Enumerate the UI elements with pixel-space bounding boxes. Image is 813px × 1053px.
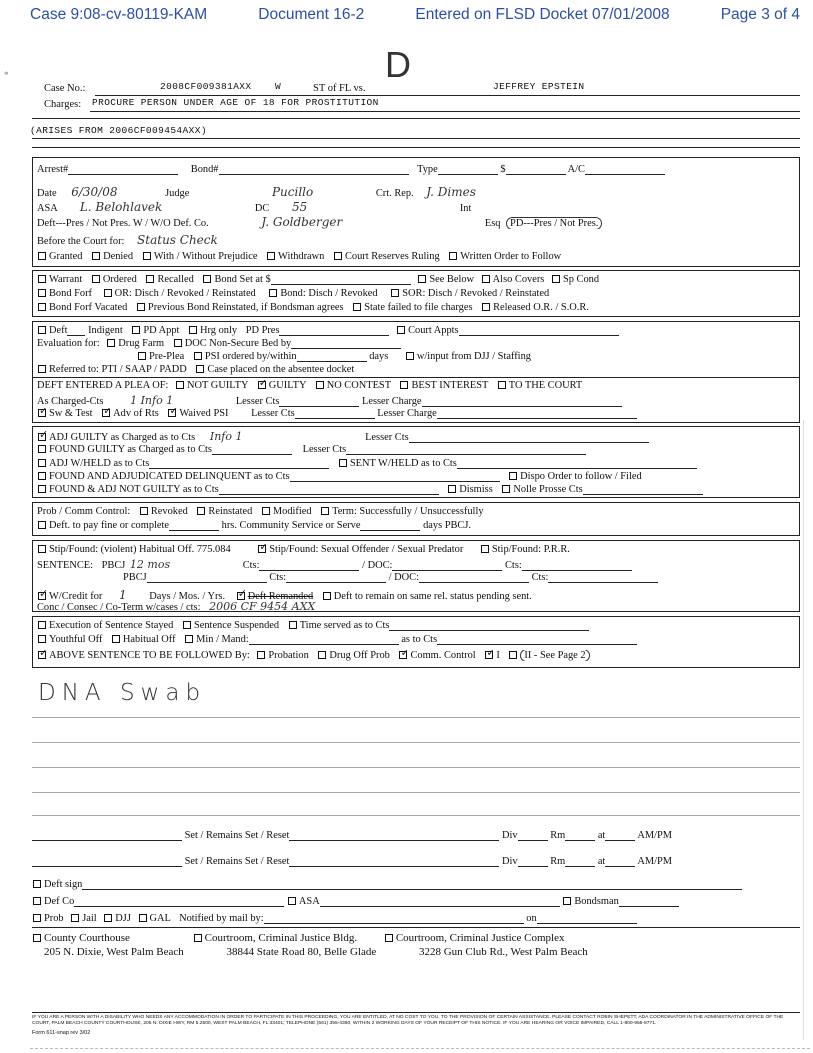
div-label-2: Div (501, 856, 518, 867)
w-input-option[interactable]: w/input from DJJ / Staffing (416, 351, 531, 362)
header-entered: Entered on FLSD Docket 07/01/2008 (415, 6, 670, 23)
at-label: at (597, 830, 606, 841)
not-guilty-option[interactable]: NOT GUILTY (187, 380, 249, 391)
state-failed-option[interactable]: State failed to file charges (364, 302, 473, 313)
courthouse1-option[interactable]: County Courthouse (44, 932, 130, 944)
ampm-label: AM/PM (637, 830, 672, 841)
probation-section (32, 502, 800, 536)
pd-appt-option[interactable]: PD Appt (143, 325, 180, 336)
adj-wheld-option[interactable]: ADJ W/HELD as to Cts (49, 458, 150, 469)
courthouse-row-2 (32, 946, 588, 958)
courthouse1-address: 205 N. Dixie, West Palm Beach (44, 946, 184, 958)
courthouse2-option[interactable]: Courtroom, Criminal Justice Bldg. (204, 932, 358, 944)
prob-comm-label: Prob / Comm Control: (37, 506, 131, 517)
cts-label-3: Cts: (269, 572, 287, 583)
courthouse2-address: 38844 State Road 80, Belle Glade (226, 946, 377, 958)
bond-label: Bond# (190, 164, 219, 175)
hearing-section (32, 157, 800, 267)
deft-pres-label: Deft---Pres / Not Pres. (37, 218, 131, 229)
evaluation-label: Evaluation for: (37, 338, 100, 349)
lesser-charge-label: Lesser Charge (362, 396, 422, 407)
comm-control-option[interactable]: Comm. Control (410, 650, 476, 661)
days-pbcj-label: days PBCJ. (423, 520, 471, 531)
dispo-order-option[interactable]: Dispo Order to follow / Filed (520, 471, 642, 482)
before-court-label: Before the Court for: (37, 236, 125, 247)
int-label: Int (459, 203, 472, 214)
case-placed-option[interactable]: Case placed on the absentee docket (207, 364, 355, 375)
min-mand-option[interactable]: Min / Mand: (196, 634, 249, 645)
defendant-name: JEFFREY EPSTEIN (493, 81, 585, 92)
lesser-cts-label: Lesser Cts (235, 396, 280, 407)
bondsman-copy-option[interactable]: Bondsman (574, 896, 619, 907)
bond-forf-option[interactable]: Bond Forf (49, 288, 93, 299)
plea-section (32, 321, 800, 423)
dc-label: DC (254, 203, 270, 214)
denied-option[interactable]: Denied (103, 251, 134, 262)
found-not-guilty-option[interactable]: FOUND & ADJ NOT GUILTY as to Cts (49, 484, 219, 495)
cts-label-4: Cts: (531, 572, 549, 583)
referred-option[interactable]: Referred to: PTI / SAAP / PADD (49, 364, 187, 375)
found-delinquent-option[interactable]: FOUND AND ADJUDICATED DELINQUENT as to Cts (49, 471, 290, 482)
state-vs-label: ST of FL vs. (313, 83, 366, 94)
warrant-option[interactable]: Warrant (49, 274, 83, 285)
handwritten-note: DNA Swab (38, 680, 207, 706)
bond-disch-option[interactable]: Bond: Disch / Revoked (280, 288, 378, 299)
adv-rts-option[interactable]: Adv of Rts (113, 408, 159, 419)
w-credit-option[interactable]: W/Credit for (49, 591, 103, 602)
written-order-option[interactable]: Written Order to Follow (460, 251, 562, 262)
revoked-option[interactable]: Revoked (150, 506, 188, 517)
copies-row (32, 896, 679, 907)
header-page: Page 3 of 4 (720, 6, 800, 23)
days-mos-yrs-label: Days / Mos. / Yrs. (149, 591, 226, 602)
margin-mark: * (4, 70, 9, 80)
cts-label: Cts: (242, 560, 260, 571)
rm-label-2: Rm (550, 856, 566, 867)
header-document: Document 16-2 (258, 6, 365, 23)
habitual-option[interactable]: Habitual Off (122, 634, 176, 645)
court-reserves-option[interactable]: Court Reserves Ruling (344, 251, 440, 262)
rm-label: Rm (550, 830, 566, 841)
judge-value: Pucillo (271, 185, 314, 199)
ac-label: A/C (567, 164, 585, 175)
charges-label: Charges: (44, 99, 82, 110)
best-interest-option[interactable]: BEST INTEREST (411, 380, 489, 391)
date-value: 6/30/08 (71, 185, 118, 199)
youthful-option[interactable]: Youthful Off (49, 634, 103, 645)
before-court-value: Status Check (137, 233, 218, 247)
at-label-2: at (597, 856, 606, 867)
cts-label-2: Cts: (505, 560, 522, 571)
def-co-copy-option[interactable]: Def Co (44, 896, 75, 907)
as-charged-value: 1 Info 1 (130, 394, 174, 407)
gal-copy-option[interactable]: GAL (149, 913, 171, 924)
courthouse-row-1 (32, 932, 565, 944)
sp-cond-option[interactable]: Sp Cond (562, 274, 600, 285)
judge-label: Judge (165, 188, 190, 199)
found-lesser-cts-label: Lesser Cts (302, 444, 347, 455)
ordered-option[interactable]: Ordered (102, 274, 137, 285)
stamp-letter: D (385, 44, 411, 85)
recalled-option[interactable]: Recalled (157, 274, 194, 285)
exec-stayed-option[interactable]: Execution of Sentence Stayed (49, 620, 174, 631)
sentence-label: SENTENCE: (37, 560, 93, 571)
plea-of-label: DEFT ENTERED A PLEA OF: (37, 380, 169, 391)
asa-value: L. Belohlavek (79, 200, 163, 214)
conc-consec-label: Conc / Consec / Co-Term w/cases / cts: (37, 602, 201, 613)
to-court-option[interactable]: TO THE COURT (508, 380, 583, 391)
hrg-only-option[interactable]: Hrg only (200, 325, 238, 336)
waived-psi-option[interactable]: Waived PSI (179, 408, 229, 419)
header-case: Case 9:08-cv-80119-KAM (30, 6, 208, 23)
pre-plea-option[interactable]: Pre-Plea (149, 351, 185, 362)
arises-from: (ARISES FROM 2006CF009454AXX) (30, 125, 207, 136)
nolle-option[interactable]: Nolle Prosse Cts (513, 484, 583, 495)
pbcj-value: 12 mos (129, 558, 171, 571)
modified-option[interactable]: Modified (272, 506, 312, 517)
pbcj-label: PBCJ (101, 560, 126, 571)
bond-set-option[interactable]: Bond Set at $ (214, 274, 271, 285)
esq-label: Esq (484, 218, 501, 229)
deft-sign-row (32, 879, 742, 890)
filing-header (30, 6, 800, 24)
court-reporter-value: J. Dimes (426, 185, 476, 199)
lesser-cts-label-2: Lesser Cts (251, 408, 295, 419)
doc-non-secure-option[interactable]: DOC Non-Secure Bed by (184, 338, 292, 349)
type-label: Type (417, 164, 438, 175)
asa-copy-option[interactable]: ASA (298, 896, 320, 907)
previous-bond-option[interactable]: Previous Bond Reinstated, if Bondsman agrees (147, 302, 344, 313)
def-co-value: J. Goldberger (261, 215, 343, 229)
doc-label-2: / DOC: (388, 572, 419, 583)
case-no-label: Case No.: (44, 83, 86, 94)
stip-habitual-option[interactable]: Stip/Found: (violent) Habitual Off. 775.084 (49, 544, 231, 555)
dc-value: 55 (291, 200, 308, 214)
courthouse3-option[interactable]: Courtroom, Criminal Justice Complex (395, 932, 565, 944)
sent-suspended-option[interactable]: Sentence Suspended (193, 620, 280, 631)
adj-guilty-value: Info 1 (209, 430, 243, 443)
released-option[interactable]: Released O.R. / S.O.R. (493, 302, 589, 313)
time-served-option[interactable]: Time served as to Cts (299, 620, 390, 631)
pbcj-label-2: PBCJ (123, 572, 147, 583)
adjudication-section (32, 426, 800, 498)
as-charged-label: As Charged-Cts (37, 396, 104, 407)
above-sentence-label[interactable]: ABOVE SENTENCE TO BE FOLLOWED By: (49, 650, 250, 661)
drug-farm-option[interactable]: Drug Farm (118, 338, 165, 349)
def-co-label: W / W/O Def. Co. (132, 218, 209, 229)
as-to-cts-label: as to Cts (401, 634, 438, 645)
set-remains-label: Set / Remains Set / Reset (184, 830, 290, 841)
sent-wheld-option[interactable]: SENT W/HELD as to Cts (349, 458, 457, 469)
hrs-label: hrs. Community Service or Serve (221, 520, 361, 531)
lesser-charge-label-2: Lesser Charge (377, 408, 437, 419)
notified-label: Notified by mail by: (179, 913, 264, 924)
notified-row (32, 913, 637, 924)
deft-option[interactable]: Deft (49, 325, 68, 336)
case-no-suffix: W (275, 81, 282, 92)
ampm-label-2: AM/PM (637, 856, 672, 867)
ada-notice: IF YOU ARE A PERSON WITH A DISABILITY WHO NEEDS ANY ACCOMMODATION IN ORDER TO PARTICIPATE IN THIS PROCEEDING, YOU ARE ENTITLED, AT NO COST TO YOU, TO THE PROVISION OF CERTAIN ASSISTANCE. PLEASE CONTACT ROBIN SHEPETT, ADA COORDINATOR IN THE ADMINISTRATIVE OFFICE OF THE COURT, PALM BEACH COUNTY COURTHOUSE, 205 N. DIXIE HWY, RM 5.2500, WEST PALM BEACH, FL 33401; TELEPHONE (561) 355-4380, WITHIN 2 WORKING DAYS OF YOUR RECEIPT OF THIS NOTICE. IF YOU ARE HEARING OR VOICE IMPAIRED, CALL 1-800-955-8771. (32, 1012, 800, 1028)
psi-ordered-option[interactable]: PSI ordered by/within (204, 351, 297, 362)
granted-option[interactable]: Granted (49, 251, 83, 262)
dollar-label: $ (500, 164, 506, 175)
comm-control-ii-option[interactable]: II - See Page 2 (520, 650, 589, 661)
courthouse3-address: 3228 Gun Club Rd., West Palm Beach (418, 946, 588, 958)
deft-remain-option[interactable]: Deft to remain on same rel. status pending sent. (333, 591, 532, 602)
reinstated-option[interactable]: Reinstated (208, 506, 253, 517)
court-appts-option[interactable]: Court Appts (408, 325, 459, 336)
arrest-label: Arrest# (37, 164, 69, 175)
indigent-label: Indigent (88, 325, 123, 336)
withdrawn-option[interactable]: Withdrawn (278, 251, 325, 262)
dismiss-option[interactable]: Dismiss (459, 484, 493, 495)
bond-forf-vacated-option[interactable]: Bond Forf Vacated (49, 302, 128, 313)
also-covers-option[interactable]: Also Covers (492, 274, 545, 285)
pd-pres-option: PD Pres (245, 325, 280, 336)
found-guilty-option[interactable]: FOUND GUILTY as Charged as to Cts (49, 444, 212, 455)
conc-consec-value: 2006 CF 9454 AXX (209, 600, 316, 613)
probation-option[interactable]: Probation (268, 650, 309, 661)
execution-section (32, 616, 800, 668)
see-below-option[interactable]: See Below (429, 274, 475, 285)
no-contest-option[interactable]: NO CONTEST (326, 380, 391, 391)
deft-pay-option[interactable]: Deft. to pay fine or complete (49, 520, 170, 531)
prob-copy-option[interactable]: Prob (44, 913, 64, 924)
sor-option[interactable]: SOR: Disch / Revoked / Reinstated (402, 288, 550, 299)
djj-copy-option[interactable]: DJJ (115, 913, 131, 924)
reset-row-1 (32, 830, 672, 841)
deft-sign-option[interactable]: Deft sign (44, 879, 83, 890)
drug-off-option[interactable]: Drug Off Prob (329, 650, 390, 661)
set-remains-label-2: Set / Remains Set / Reset (184, 856, 290, 867)
deft-remanded-option[interactable]: Deft Remanded (247, 591, 314, 602)
court-reporter-label: Crt. Rep. (375, 188, 414, 199)
case-no-value: 2008CF009381AXX (160, 81, 252, 92)
reset-row-2 (32, 856, 672, 867)
jail-copy-option[interactable]: Jail (82, 913, 97, 924)
w-credit-value: 1 (119, 588, 127, 602)
div-label: Div (501, 830, 518, 841)
adj-lesser-cts-label: Lesser Cts (365, 432, 409, 443)
days-label: days (369, 351, 389, 362)
with-without-option[interactable]: With / Without Prejudice (153, 251, 258, 262)
sentence-section (32, 540, 800, 612)
charges-value: PROCURE PERSON UNDER AGE OF 18 FOR PROSTITUTION (92, 97, 379, 108)
stip-sexual-option[interactable]: Stip/Found: Sexual Offender / Sexual Predator (269, 544, 464, 555)
date-label: Date (37, 188, 57, 199)
form-id: Form 611-snap rev 3/02 (32, 1030, 91, 1036)
bond-section (32, 270, 800, 317)
term-option[interactable]: Term: Successfully / Unsuccessfully (332, 506, 484, 517)
sw-test-option[interactable]: Sw & Test (49, 408, 93, 419)
comm-control-i-option[interactable]: I (496, 650, 500, 661)
doc-label: / DOC: (362, 560, 393, 571)
or-option[interactable]: OR: Disch / Revoked / Reinstated (114, 288, 256, 299)
asa-label: ASA (37, 203, 58, 214)
adj-guilty-option[interactable]: ADJ GUILTY as Charged as to Cts (49, 432, 196, 443)
stip-prr-option[interactable]: Stip/Found: P.R.R. (491, 544, 570, 555)
on-label: on (526, 913, 537, 924)
guilty-option[interactable]: GUILTY (268, 380, 307, 391)
pd-pres-label: PD---Pres / Not Pres. (506, 217, 602, 229)
